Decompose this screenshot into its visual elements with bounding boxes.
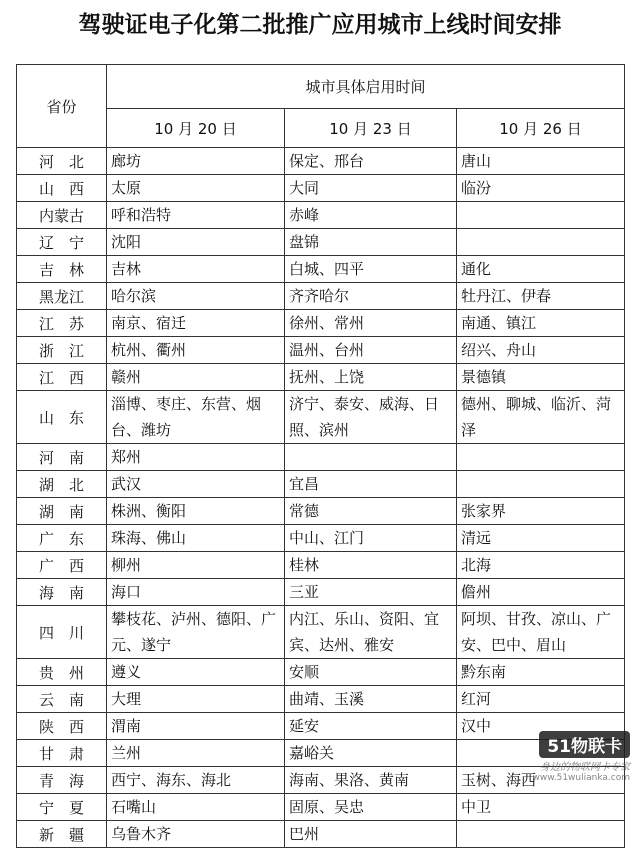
- province-cell: [17, 821, 107, 848]
- province-name: 陕西: [38, 717, 99, 736]
- cities-date-2: 巴州: [285, 821, 457, 848]
- cities-date-1: 西宁、海东、海北: [107, 767, 285, 794]
- province-cell: [17, 794, 107, 821]
- cities-date-3: 牡丹江、伊春: [457, 283, 625, 310]
- cities-date-1: 杭州、衢州: [107, 337, 285, 364]
- province-cell: [17, 391, 107, 444]
- province-name: 浙江: [38, 341, 99, 360]
- province-cell: [17, 606, 107, 659]
- cities-date-3: 汉中: [457, 713, 625, 740]
- cities-date-1: 武汉: [107, 471, 285, 498]
- province-name: 湖南: [38, 502, 99, 521]
- watermark-url: www.51wulianka.com: [532, 773, 630, 783]
- province-name: 山西: [38, 179, 99, 198]
- province-cell: [17, 740, 107, 767]
- province-name: 贵州: [38, 663, 99, 682]
- document-title: 驾驶证电子化第二批推广应用城市上线时间安排: [78, 12, 562, 38]
- cities-date-3: 黔东南: [457, 659, 625, 686]
- table-row: [17, 471, 625, 498]
- cities-date-1: 海口: [107, 579, 285, 606]
- province-cell: [17, 364, 107, 391]
- table-row: [17, 391, 625, 444]
- table-row: [17, 579, 625, 606]
- province-cell: [17, 175, 107, 202]
- province-cell: [17, 525, 107, 552]
- table-row: [17, 337, 625, 364]
- cities-date-3: 临汾: [457, 175, 625, 202]
- cities-date-2: 三亚: [285, 579, 457, 606]
- cities-date-1: 兰州: [107, 740, 285, 767]
- cities-date-1: 攀枝花、泸州、德阳、广元、遂宁: [107, 606, 285, 659]
- province-cell: [17, 283, 107, 310]
- header-date-2: 10 月 23 日: [285, 109, 457, 148]
- cities-date-2: 白城、四平: [285, 256, 457, 283]
- table-row: [17, 256, 625, 283]
- cities-date-2: 安顺: [285, 659, 457, 686]
- cities-date-3: 儋州: [457, 579, 625, 606]
- province-name: 海南: [38, 583, 99, 602]
- province-name: 山东: [38, 408, 99, 427]
- table-row: [17, 686, 625, 713]
- cities-date-1: 石嘴山: [107, 794, 285, 821]
- table-row: [17, 310, 625, 337]
- province-name: 江苏: [38, 314, 99, 333]
- province-cell: [17, 498, 107, 525]
- province-cell: [17, 444, 107, 471]
- province-cell: [17, 659, 107, 686]
- cities-date-1: 廊坊: [107, 148, 285, 175]
- cities-date-3: 清远: [457, 525, 625, 552]
- cities-date-2: 嘉峪关: [285, 740, 457, 767]
- province-cell: [17, 579, 107, 606]
- header-date-1: 10 月 20 日: [107, 109, 285, 148]
- province-name: 江西: [38, 368, 99, 387]
- province-cell: [17, 552, 107, 579]
- province-cell: [17, 471, 107, 498]
- cities-date-2: 曲靖、玉溪: [285, 686, 457, 713]
- table-row: [17, 283, 625, 310]
- cities-date-3: 德州、聊城、临沂、菏泽: [457, 391, 625, 444]
- cities-date-1: 郑州: [107, 444, 285, 471]
- cities-date-1: 吉林: [107, 256, 285, 283]
- province-cell: [17, 713, 107, 740]
- cities-date-3: 阿坝、甘孜、凉山、广安、巴中、眉山: [457, 606, 625, 659]
- cities-date-1: 柳州: [107, 552, 285, 579]
- cities-date-2: 中山、江门: [285, 525, 457, 552]
- cities-date-2: 大同: [285, 175, 457, 202]
- cities-date-1: 呼和浩特: [107, 202, 285, 229]
- watermark-logo: 51物联卡: [539, 731, 630, 758]
- table-row: [17, 659, 625, 686]
- table-row: [17, 525, 625, 552]
- cities-date-2: 温州、台州: [285, 337, 457, 364]
- province-name: 宁夏: [38, 798, 99, 817]
- cities-date-2: [285, 444, 457, 471]
- province-cell: [17, 310, 107, 337]
- province-cell: [17, 337, 107, 364]
- province-name: 新疆: [38, 825, 99, 844]
- cities-date-3: 红河: [457, 686, 625, 713]
- cities-date-1: 淄博、枣庄、东营、烟台、潍坊: [107, 391, 285, 444]
- cities-date-2: 桂林: [285, 552, 457, 579]
- cities-date-2: 延安: [285, 713, 457, 740]
- table-row: [17, 229, 625, 256]
- cities-date-1: 赣州: [107, 364, 285, 391]
- cities-date-3: 玉树、海西: [457, 767, 625, 794]
- cities-date-3: 通化: [457, 256, 625, 283]
- province-cell: [17, 229, 107, 256]
- table-row: [17, 794, 625, 821]
- table-row: [17, 498, 625, 525]
- cities-date-3: [457, 471, 625, 498]
- table-row: [17, 202, 625, 229]
- cities-date-2: 抚州、上饶: [285, 364, 457, 391]
- table-row: [17, 821, 625, 848]
- cities-date-2: 固原、吴忠: [285, 794, 457, 821]
- province-name: 甘肃: [38, 744, 99, 763]
- cities-date-3: [457, 229, 625, 256]
- province-name: 四川: [38, 623, 99, 642]
- table-row: [17, 148, 625, 175]
- province-cell: [17, 256, 107, 283]
- cities-date-1: 南京、宿迁: [107, 310, 285, 337]
- table-row: [17, 552, 625, 579]
- cities-date-3: 北海: [457, 552, 625, 579]
- watermark-slogan: 身边的物联网卡专家: [540, 762, 630, 773]
- cities-date-2: 济宁、泰安、威海、日照、滨州: [285, 391, 457, 444]
- cities-date-3: 张家界: [457, 498, 625, 525]
- watermark: [532, 731, 630, 783]
- cities-date-2: 宜昌: [285, 471, 457, 498]
- province-name: 广西: [38, 556, 99, 575]
- header-row-group: [17, 65, 625, 109]
- province-name: 河南: [38, 448, 99, 467]
- province-name: 河北: [38, 152, 99, 171]
- cities-date-1: 渭南: [107, 713, 285, 740]
- province-cell: [17, 767, 107, 794]
- cities-date-1: 乌鲁木齐: [107, 821, 285, 848]
- cities-date-2: 赤峰: [285, 202, 457, 229]
- cities-date-1: 太原: [107, 175, 285, 202]
- province-name: 内蒙古: [38, 206, 84, 225]
- cities-date-3: 中卫: [457, 794, 625, 821]
- province-name: 广东: [38, 529, 99, 548]
- cities-date-1: 沈阳: [107, 229, 285, 256]
- header-row-dates: [17, 109, 625, 148]
- province-name: 辽宁: [38, 233, 99, 252]
- cities-date-3: [457, 444, 625, 471]
- table-row: [17, 175, 625, 202]
- table-row: [17, 444, 625, 471]
- cities-date-3: [457, 821, 625, 848]
- header-province: 省份: [17, 65, 107, 148]
- cities-date-1: 大理: [107, 686, 285, 713]
- cities-date-3: 景德镇: [457, 364, 625, 391]
- cities-date-1: 哈尔滨: [107, 283, 285, 310]
- cities-date-1: 株洲、衡阳: [107, 498, 285, 525]
- province-cell: [17, 202, 107, 229]
- header-date-3: 10 月 26 日: [457, 109, 625, 148]
- province-name: 吉林: [38, 260, 99, 279]
- province-name: 云南: [38, 690, 99, 709]
- cities-date-2: 海南、果洛、黄南: [285, 767, 457, 794]
- province-cell: [17, 148, 107, 175]
- cities-date-2: 齐齐哈尔: [285, 283, 457, 310]
- cities-date-3: [457, 202, 625, 229]
- province-name: 湖北: [38, 475, 99, 494]
- cities-date-3: 南通、镇江: [457, 310, 625, 337]
- table-row: [17, 606, 625, 659]
- header-group: 城市具体启用时间: [107, 65, 625, 109]
- province-name: 青海: [38, 771, 99, 790]
- province-name: 黑龙江: [38, 287, 84, 306]
- cities-date-3: 绍兴、舟山: [457, 337, 625, 364]
- cities-date-3: 唐山: [457, 148, 625, 175]
- table-row: [17, 364, 625, 391]
- cities-date-2: 内江、乐山、资阳、宜宾、达州、雅安: [285, 606, 457, 659]
- cities-date-2: 盘锦: [285, 229, 457, 256]
- cities-date-2: 徐州、常州: [285, 310, 457, 337]
- cities-date-2: 常德: [285, 498, 457, 525]
- cities-date-1: 珠海、佛山: [107, 525, 285, 552]
- cities-date-2: 保定、邢台: [285, 148, 457, 175]
- cities-date-1: 遵义: [107, 659, 285, 686]
- province-cell: [17, 686, 107, 713]
